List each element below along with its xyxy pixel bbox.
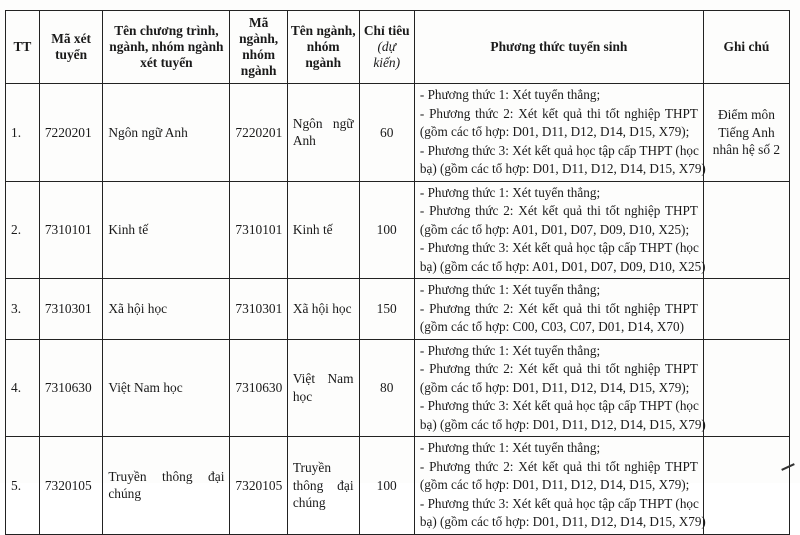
method-line: - Phương thức 2: Xét kết quả thi tốt nghiệp THPT — [419, 203, 698, 218]
row-program: Việt Nam học — [103, 339, 230, 437]
row-quota: 100 — [359, 181, 414, 279]
table-row — [6, 339, 790, 437]
header-quota — [359, 11, 414, 84]
row-quota: 60 — [359, 84, 414, 182]
header-code: Mã xét tuyển — [39, 11, 103, 84]
method-line: - Phương thức 3: Xét kết quả học tập cấp THPT (học — [419, 398, 699, 413]
method-line: - Phương thức 1: Xét tuyển thẳng; — [419, 342, 601, 358]
row-program — [103, 437, 230, 535]
method-line: bạ) (gồm các tổ hợp: D01, D11, D12, D14, D15, X79) — [419, 514, 706, 529]
major-name-line: Truyền — [292, 460, 332, 475]
row-methods — [414, 84, 706, 182]
table-row — [6, 437, 790, 535]
row-major-code: 7220201 — [230, 84, 287, 182]
method-line: - Phương thức 2: Xét kết quả thi tốt nghiệp THPT — [419, 300, 698, 316]
row-code: 7310101 — [39, 181, 103, 279]
method-line: - Phương thức 1: Xét tuyển thẳng; — [419, 184, 601, 200]
header-major-code: Mã ngành, nhóm ngành — [230, 11, 287, 84]
row-quota: 80 — [359, 339, 414, 437]
method-line: - Phương thức 3: Xét kết quả học tập cấp THPT (học — [419, 240, 699, 255]
row-major-name — [287, 437, 359, 535]
row-tt: 1. — [6, 84, 40, 182]
header-note: Ghi chú — [703, 11, 789, 84]
method-line: bạ) (gồm các tổ hợp: A01, D01, D07, D09, D10, X25) — [419, 258, 706, 274]
row-major-name: Xã hội học — [287, 279, 359, 340]
major-name-line: Ngôn ngữ — [292, 115, 354, 131]
method-line: (gồm các tổ hợp: D01, D11, D12, D14, D15, X79); — [419, 124, 690, 139]
row-major-name — [287, 84, 359, 182]
row-methods — [414, 279, 703, 340]
header-quota-label: Chỉ tiêu — [363, 23, 410, 38]
row-tt: 5. — [6, 437, 40, 535]
row-note — [703, 181, 789, 279]
row-methods — [414, 181, 706, 279]
method-line: - Phương thức 1: Xét tuyển thẳng; — [419, 87, 601, 102]
row-major-name: Kinh tế — [287, 181, 359, 279]
major-name-line: Anh — [292, 133, 316, 149]
row-program: Kinh tế — [103, 181, 230, 279]
row-program: Xã hội học — [103, 279, 230, 340]
row-tt: 4. — [6, 339, 40, 437]
header-methods: Phương thức tuyển sinh — [414, 11, 703, 84]
row-quota: 150 — [359, 279, 414, 340]
method-line: (gồm các tổ hợp: A01, D01, D07, D09, D10, X25); — [419, 221, 690, 237]
row-code: 7220201 — [39, 84, 103, 182]
method-line: - Phương thức 3: Xét kết quả học tập cấp THPT (học — [419, 142, 699, 158]
major-name-line: học — [292, 388, 313, 404]
row-methods — [414, 437, 706, 535]
method-line: (gồm các tổ hợp: C00, C03, C07, D01, D14, X70) — [419, 319, 684, 334]
row-major-code: 7310101 — [230, 181, 287, 279]
row-major-name — [287, 339, 359, 437]
program-line: chúng — [108, 486, 142, 502]
row-code: 7310301 — [39, 279, 103, 340]
admissions-table — [5, 10, 790, 535]
header-row — [6, 11, 790, 84]
row-note — [703, 437, 789, 535]
method-line: - Phương thức 1: Xét tuyển thẳng; — [419, 440, 601, 455]
row-note — [703, 279, 789, 340]
method-line: (gồm các tổ hợp: D01, D11, D12, D14, D15, X79); — [419, 477, 690, 492]
table-row — [6, 181, 790, 279]
row-major-code: 7310301 — [230, 279, 287, 340]
row-note — [703, 339, 789, 437]
row-tt: 2. — [6, 181, 40, 279]
method-line: - Phương thức 2: Xét kết quả thi tốt nghiệp THPT — [419, 105, 698, 121]
row-program: Ngôn ngữ Anh — [103, 84, 230, 182]
table-row — [6, 84, 790, 182]
major-name-line: chúng — [292, 495, 326, 510]
row-major-code: 7320105 — [230, 437, 287, 535]
program-line: Truyền thông đại — [108, 468, 225, 484]
row-note: Điểm môn Tiếng Anh nhân hệ số 2 — [703, 84, 789, 182]
method-line: - Phương thức 3: Xét kết quả học tập cấp THPT (học — [419, 495, 699, 511]
row-code: 7310630 — [39, 339, 103, 437]
row-quota: 100 — [359, 437, 414, 535]
method-line: - Phương thức 2: Xét kết quả thi tốt nghiệp THPT — [419, 458, 698, 474]
row-major-code: 7310630 — [230, 339, 287, 437]
method-line: - Phương thức 2: Xét kết quả thi tốt nghiệp THPT — [419, 361, 698, 376]
method-line: bạ) (gồm các tổ hợp: D01, D11, D12, D14, D15, X79) — [419, 416, 706, 432]
row-code: 7320105 — [39, 437, 103, 535]
header-major-name: Tên ngành, nhóm ngành — [287, 11, 359, 84]
major-name-line: thông đại — [292, 477, 354, 493]
method-line: (gồm các tổ hợp: D01, D11, D12, D14, D15, X79); — [419, 379, 690, 395]
header-program: Tên chương trình, ngành, nhóm ngành xét tuyển — [103, 11, 230, 84]
header-quota-note: (dự kiến) — [373, 39, 401, 70]
method-line: bạ) (gồm các tổ hợp: D01, D11, D12, D14, D15, X79) — [419, 161, 706, 176]
header-tt: TT — [6, 11, 40, 84]
row-tt: 3. — [6, 279, 40, 340]
table-row — [6, 279, 790, 340]
row-methods — [414, 339, 706, 437]
method-line: - Phương thức 1: Xét tuyển thẳng; — [419, 282, 601, 297]
major-name-line: Việt Nam — [292, 371, 354, 387]
